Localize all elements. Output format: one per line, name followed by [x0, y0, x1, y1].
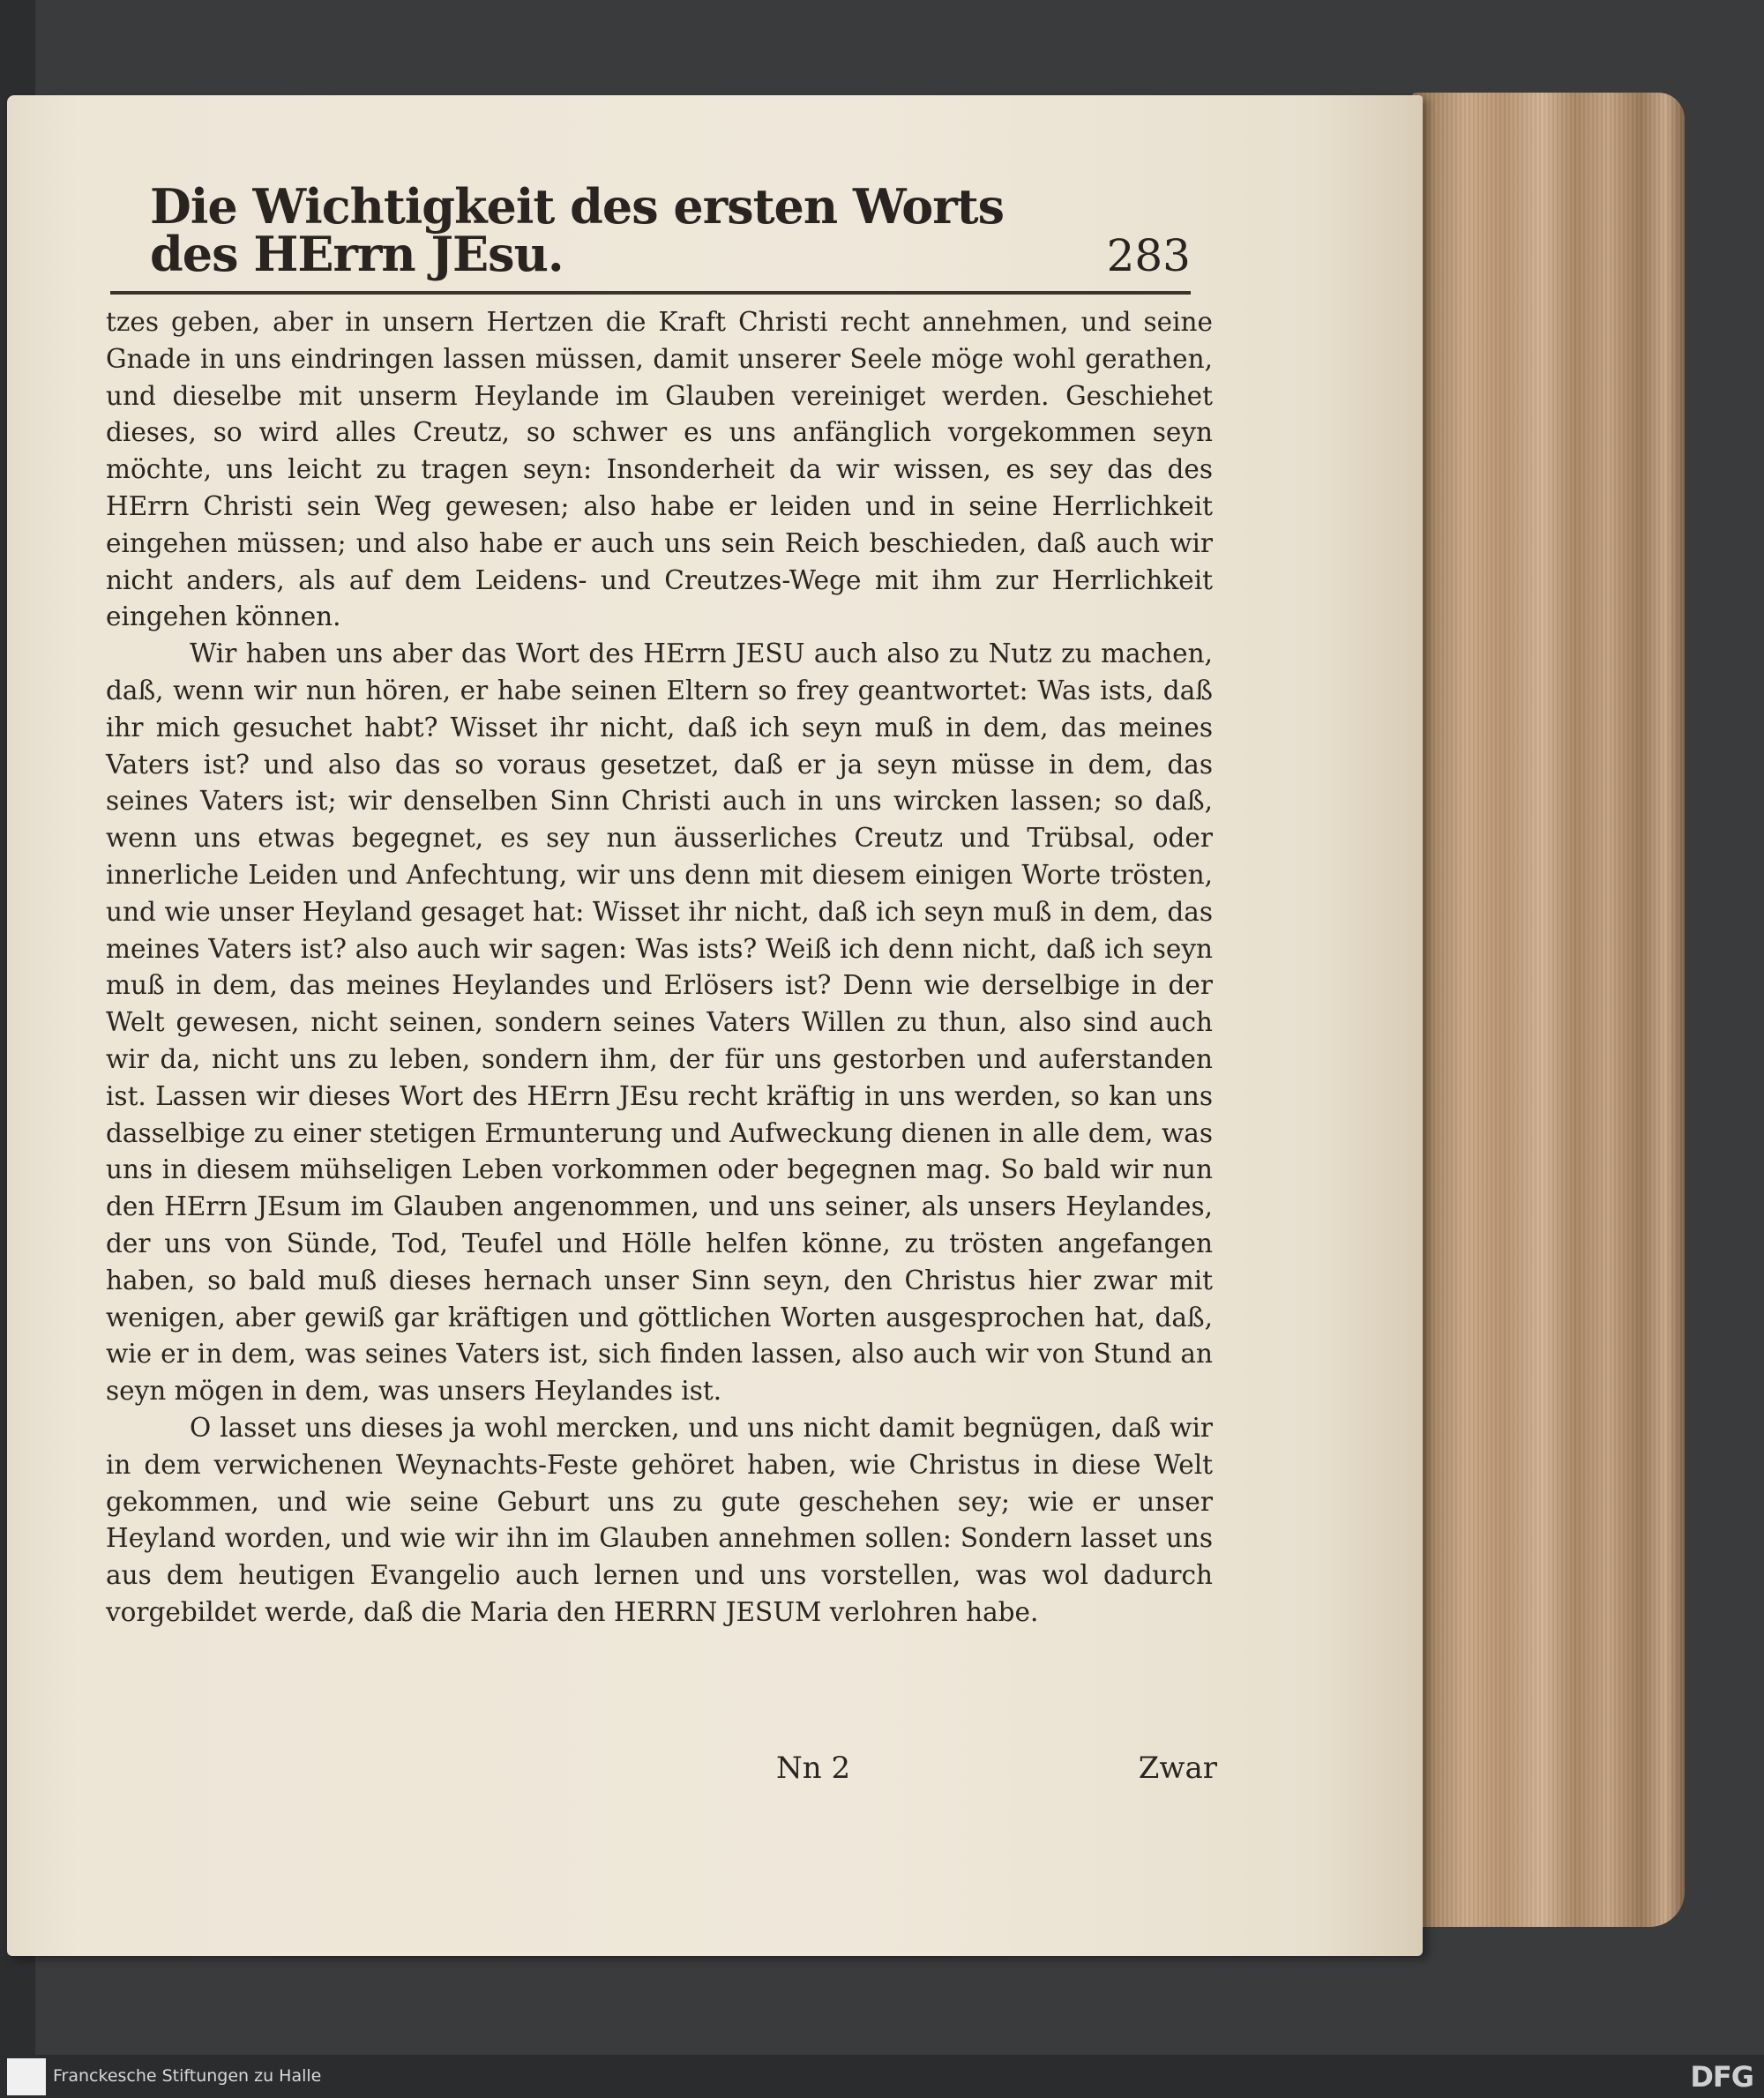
running-head-title: Die Wichtigkeit des ersten Worts des HErrn JEsu. [150, 178, 1005, 282]
institution-logo-icon [7, 2058, 46, 2095]
page-footer [106, 1751, 1217, 1795]
paragraph-1: tzes geben, aber in unsern Hertzen die Kraft Christi recht annehmen, und seine Gnade in uns eindringen lassen müssen, damit unserer Seele möge wohl gerathen, und dieselbe mit unserm Heylande im Glauben vereiniget werden. Geschiehet dieses, so wird alles Creutz, so schwer es uns anfänglich vorgekommen seyn möchte, uns leicht zu tragen seyn: Insonderheit da wir wissen, es sey das des HErrn Christi sein Weg gewesen; also habe er leiden und in seine Herrlichkeit eingehen müssen; und also habe er auch uns sein Reich beschieden, daß auch wir nicht anders, als auf dem Leidens- und Creutzes-Wege mit ihm zur Herrlichkeit eingehen können. [106, 307, 1213, 632]
page-text [106, 304, 1213, 1631]
institution-name: Franckesche Stiftungen zu Halle [53, 2066, 322, 2086]
running-head [150, 178, 1191, 282]
page-number: 283 [1106, 230, 1191, 281]
paragraph-2: Wir haben uns aber das Wort des HErrn JESU auch also zu Nutz zu machen, daß, wenn wir nun hören, er habe seinen Eltern so frey geantwortet: Was ists, daß ihr mich gesuchet habt? Wisset ihr nicht, daß ich seyn muß in dem, das meines Vaters ist? und also das so voraus gesetzet, daß er ja seyn müsse in dem, das seines Vaters ist; wir denselben Sinn Christi auch in uns wircken lassen; so daß, wenn uns etwas begegnet, es sey nun äusserliches Creutz und Trübsal, oder innerliche Leiden und Anfechtung, wir uns denn mit diesem einigen Worte trösten, und wie unser Heyland gesaget hat: Wisset ihr nicht, daß ich seyn muß in dem, das meines Vaters ist? also auch wir sagen: Was ists? Weiß ich denn nicht, daß ich seyn muß in dem, das meines Heylandes und Erlösers ist? Denn wie derselbige in der Welt gewesen, nicht seinen, sondern seines Vaters Willen zu thun, also sind auch wir da, nicht uns zu leben, sondern ihm, der für uns gestorben und auferstanden ist. Lassen wir dieses Wort des HErrn JEsu recht kräftig in uns werden, so kan uns dasselbige zu einer stetigen Ermunterung und Aufweckung dienen in alle dem, was uns in diesem mühseligen Leben vorkommen oder begegnen mag. So bald wir nun den HErrn JEsum im Glauben angenommen, und uns seiner, als unsers Heylandes, der uns von Sünde, Tod, Teufel und Hölle helfen könne, zu trösten angefangen haben, so bald muß dieses hernach unser Sinn seyn, den Christus hier zwar mit wenigen, aber gewiß gar kräftigen und göttlichen Worten ausgesprochen hat, daß, wie er in dem, was seines Vaters ist, sich finden lassen, also auch wir von Stund an seyn mögen in dem, was unsers Heylandes ist. [106, 638, 1213, 1407]
signature-mark: Nn 2 [776, 1751, 851, 1786]
catchword: Zwar [1138, 1751, 1217, 1786]
paragraph-3: O lasset uns dieses ja wohl mercken, und uns nicht damit begnügen, daß wir in dem verwichenen Weynachts-Feste gehöret haben, wie Christus in diese Welt gekommen, und wie seine Geburt uns zu gute geschehen sey; wie er unser Heyland worden, und wie wir ihn im Glauben annehmen sollen: Sondern lasset uns aus dem heutigen Evangelio auch lernen und uns vorstellen, was wol dadurch vorgebildet werde, daß die Maria den HERRN JESUM verlohren habe. [106, 1412, 1213, 1627]
header-rule [110, 291, 1191, 295]
book-fore-edge [1411, 93, 1685, 1927]
dfg-logo: DFG [1690, 2060, 1753, 2094]
